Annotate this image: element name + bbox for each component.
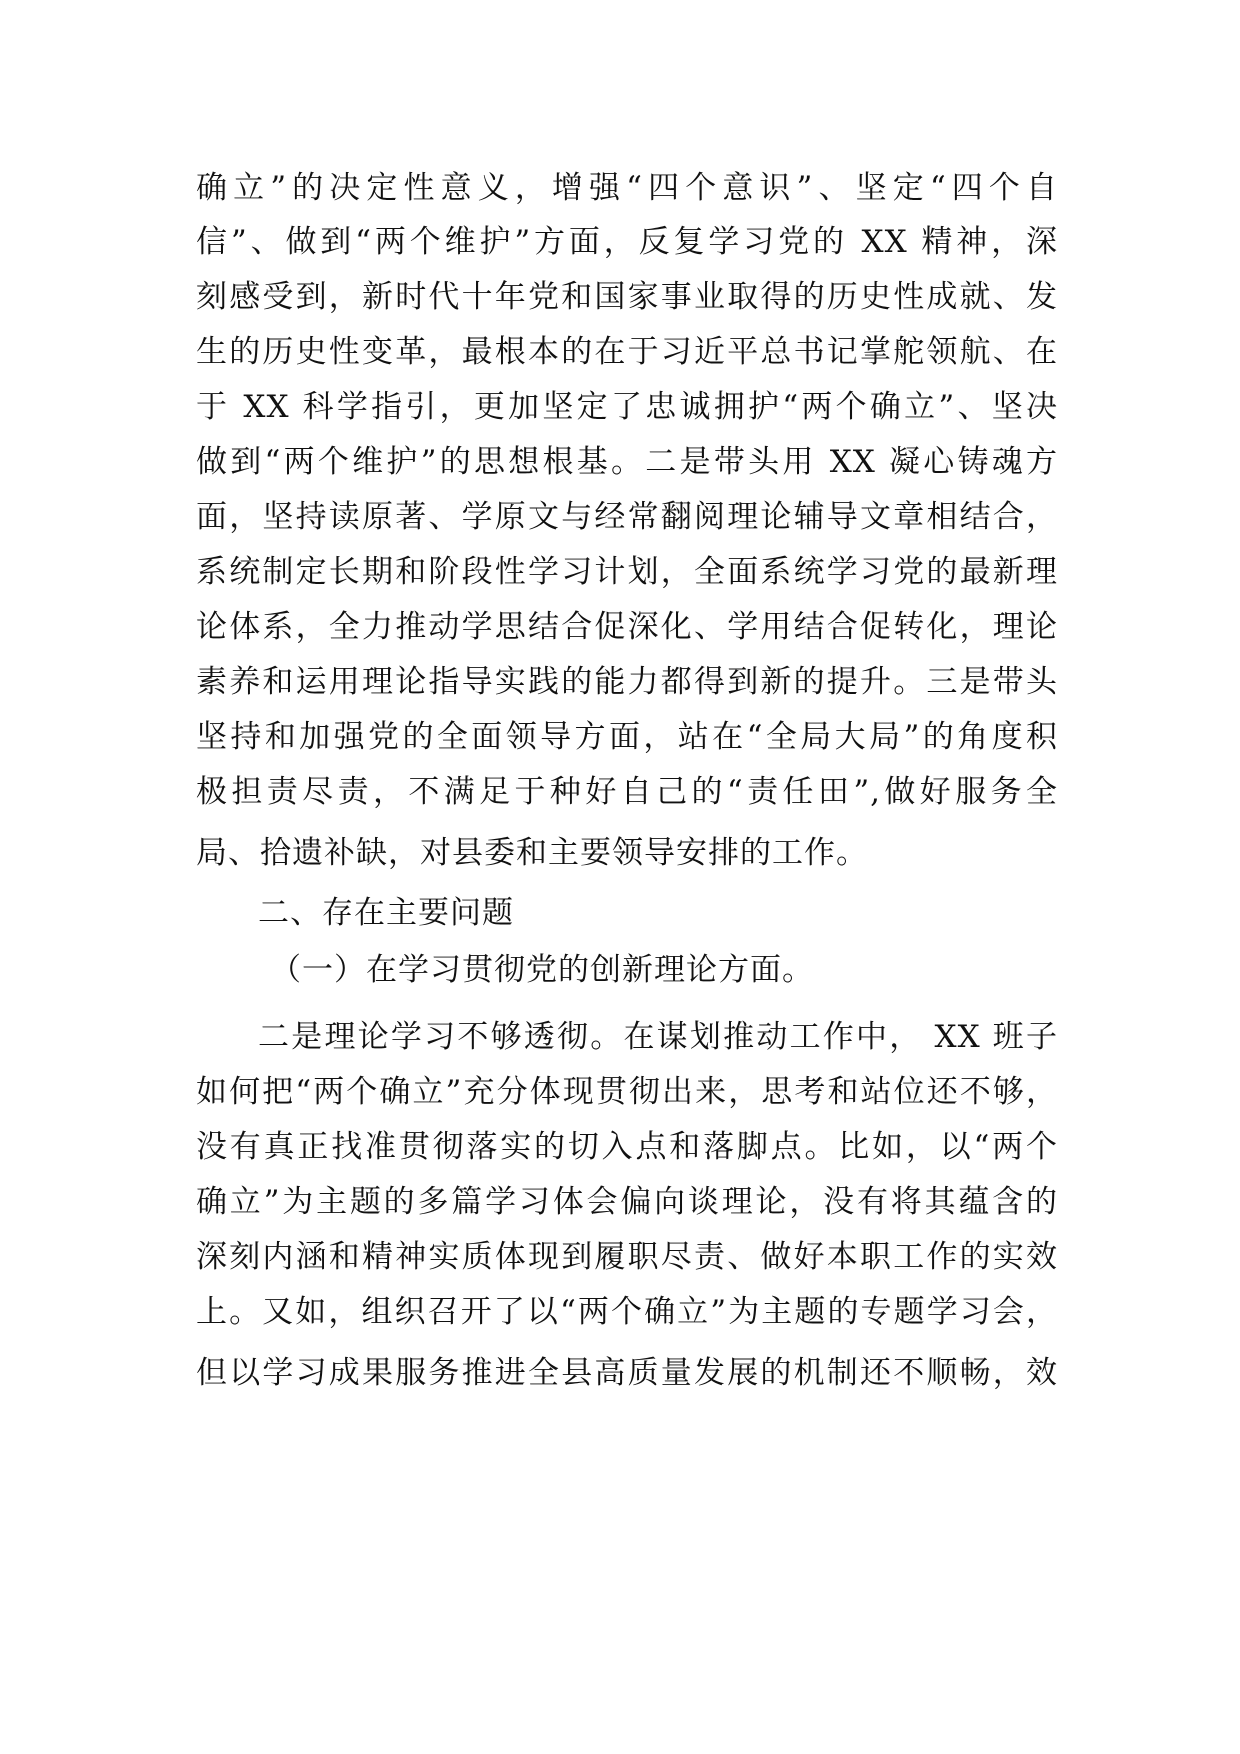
- paragraph-line: 生的历史性变革，最根本的在于习近平总书记掌舵领航、在: [196, 334, 1058, 370]
- paragraph-line: 面，坚持读原著、学原文与经常翻阅理论辅导文章相结合，: [196, 499, 1058, 535]
- section-heading: 二、存在主要问题: [258, 895, 514, 931]
- paragraph-line: 没有真正找准贯彻落实的切入点和落脚点。比如，以“两个: [196, 1129, 1058, 1165]
- paragraph-line: 局、拾遗补缺，对县委和主要领导安排的工作。: [196, 835, 868, 871]
- paragraph-line: 确立”的决定性意义，增强“四个意识”、坚定“四个自: [196, 170, 1058, 206]
- paragraph-line: 上。又如，组织召开了以“两个确立”为主题的专题学习会，: [196, 1294, 1058, 1330]
- paragraph-line: 坚持和加强党的全面领导方面，站在“全局大局”的角度积: [196, 719, 1058, 755]
- paragraph-line: 系统制定长期和阶段性学习计划，全面系统学习党的最新理: [196, 554, 1058, 590]
- paragraph-line: 做到“两个维护”的思想根基。二是带头用 XX 凝心铸魂方: [196, 444, 1058, 480]
- paragraph-line: 于 XX 科学指引，更加坚定了忠诚拥护“两个确立”、坚决: [196, 389, 1058, 425]
- paragraph-line: 确立”为主题的多篇学习体会偏向谈理论，没有将其蕴含的: [196, 1184, 1058, 1220]
- paragraph-line: 素养和运用理论指导实践的能力都得到新的提升。三是带头: [196, 664, 1058, 700]
- paragraph-line: 极担责尽责，不满足于种好自己的“责任田”,做好服务全: [196, 774, 1058, 810]
- paragraph-line: 二是理论学习不够透彻。在谋划推动工作中， XX 班子: [258, 1019, 1058, 1055]
- paragraph-line: 刻感受到，新时代十年党和国家事业取得的历史性成就、发: [196, 279, 1058, 315]
- paragraph-line: 但以学习成果服务推进全县高质量发展的机制还不顺畅，效: [196, 1355, 1058, 1391]
- paragraph-line: 如何把“两个确立”充分体现贯彻出来，思考和站位还不够，: [196, 1074, 1058, 1110]
- paragraph-line: 深刻内涵和精神实质体现到履职尽责、做好本职工作的实效: [196, 1239, 1058, 1275]
- subsection-heading: （一）在学习贯彻党的创新理论方面。: [270, 952, 814, 988]
- paragraph-line: 信”、做到“两个维护”方面，反复学习党的 XX 精神，深: [196, 224, 1058, 260]
- paragraph-line: 论体系，全力推动学思结合促深化、学用结合促转化，理论: [196, 609, 1058, 645]
